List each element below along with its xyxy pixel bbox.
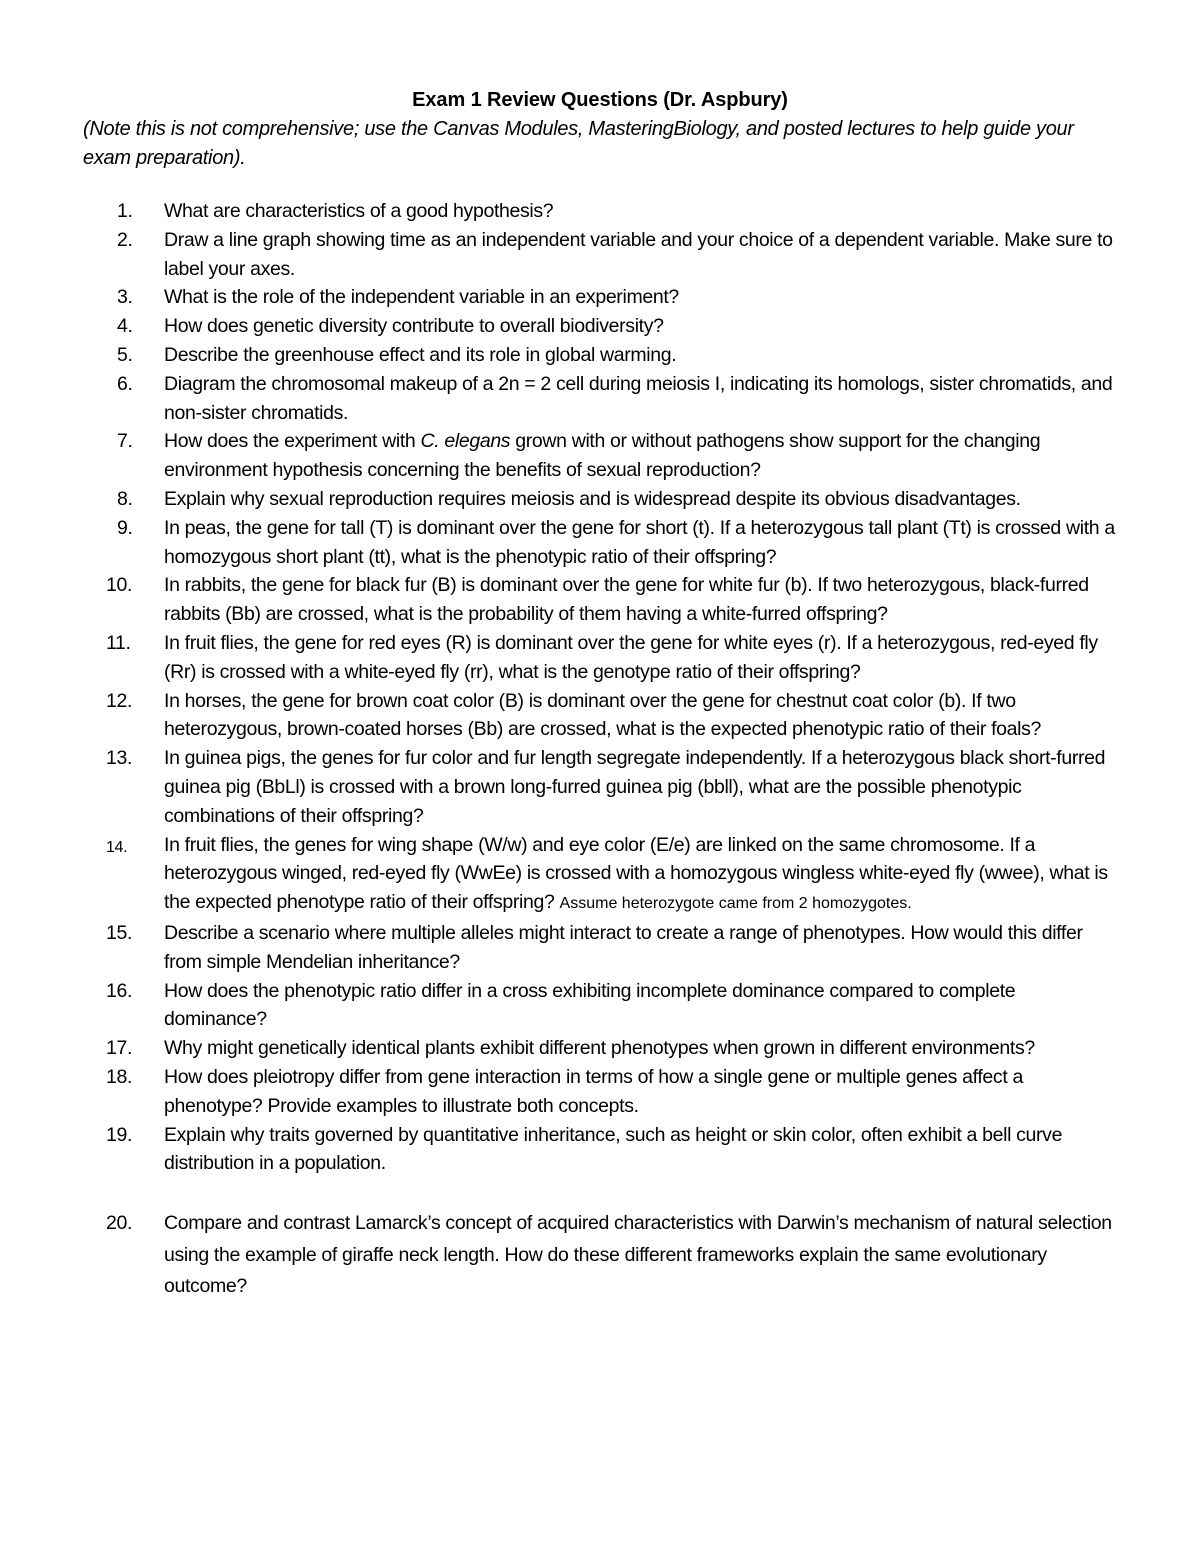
question-number: 11.	[106, 631, 131, 654]
question-number: 15.	[106, 921, 133, 944]
question-text: In peas, the gene for tall (T) is dominant over the gene for short (t). If a heterozygous tall plant (Tt) is crossed with a homozygous short plant (tt), what is the phenotypic ratio of their offspring?	[164, 516, 1115, 568]
question-text: Why might genetically identical plants exhibit different phenotypes when grown in different environments?	[164, 1037, 1035, 1060]
question-text: In rabbits, the gene for black fur (B) is dominant over the gene for white fur (b). If two heterozygous, black-furred rabbits (Bb) are crossed, what is the probability of them having a white-furred offspring?	[164, 574, 1089, 626]
question-item	[83, 977, 1123, 1035]
question-list	[83, 197, 1123, 1303]
question-item	[83, 571, 1123, 629]
question-text-before: How does the experiment with	[164, 430, 421, 453]
question-text: How does pleiotropy differ from gene interaction in terms of how a single gene or multiple genes affect a phenotype? Provide examples to illustrate both concepts.	[164, 1065, 1023, 1117]
question-item	[83, 919, 1123, 977]
question-text: What are characteristics of a good hypothesis?	[164, 200, 554, 222]
species-name: C. elegans	[420, 430, 511, 453]
question-item	[83, 514, 1123, 572]
question-item	[83, 1034, 1123, 1063]
question-number: 8.	[117, 487, 133, 510]
question-text-after: grown with or without pathogens show support for the changing environment hypothesis concerning the benefits of sexual reproduction?	[164, 430, 1041, 482]
question-text: Diagram the chromosomal makeup of a 2n = 2 cell during meiosis I, indicating its homologs, sister chromatids, and non-sister chromatids.	[164, 372, 1113, 424]
question-number: 7.	[117, 430, 133, 453]
question-number: 20.	[106, 1212, 133, 1235]
question-item	[83, 226, 1123, 284]
question-number: 14.	[106, 838, 128, 856]
question-number: 1.	[117, 200, 133, 222]
question-number: 12.	[106, 689, 133, 712]
question-text: Describe a scenario where multiple alleles might interact to create a range of phenotypes. How would this differ from simple Mendelian inheritance?	[164, 921, 1083, 973]
question-item	[83, 312, 1123, 341]
question-text: How does the phenotypic ratio differ in a cross exhibiting incomplete dominance compared to complete dominance?	[164, 979, 1016, 1031]
question-item	[83, 744, 1123, 830]
question-number: 16.	[106, 979, 133, 1002]
question-text: Draw a line graph showing time as an independent variable and your choice of a dependent variable. Make sure to label your axes.	[164, 228, 1113, 280]
question-item	[83, 341, 1123, 370]
question-item	[83, 370, 1123, 428]
question-item	[83, 1121, 1123, 1179]
question-number: 18.	[106, 1065, 133, 1088]
question-item	[83, 687, 1123, 745]
question-number: 19.	[106, 1123, 133, 1146]
question-item	[83, 197, 1123, 226]
question-text: In guinea pigs, the genes for fur color and fur length segregate independently. If a heterozygous black short-furred guinea pig (BbLl) is crossed with a brown long-furred guinea pig (bbll), what are the possible phenotypic combinations of their offspring?	[164, 747, 1106, 827]
question-text: In fruit flies, the genes for wing shape (W/w) and eye color (E/e) are linked on the same chromosome. If a heterozygous winged, red-eyed fly (WwEe) is crossed with a homozygous wingless white-eyed fly (wwee), what is the expected phenotype ratio of their offspring?	[164, 833, 1108, 914]
question-number: 4.	[117, 315, 133, 338]
question-text: In horses, the gene for brown coat color (B) is dominant over the gene for chestnut coat color (b). If two heterozygous, brown-coated horses (Bb) are crossed, what is the expected phenotypic ratio of their foals?	[164, 689, 1041, 741]
question-item	[83, 629, 1123, 687]
document-note: (Note this is not comprehensive; use the Canvas Modules, MasteringBiology, and posted lectures to help guide your exam preparation).	[83, 118, 1074, 169]
question-number: 2.	[117, 228, 133, 251]
question-number: 17.	[106, 1037, 133, 1060]
question-text: What is the role of the independent variable in an experiment?	[164, 286, 679, 309]
question-text: Explain why sexual reproduction requires meiosis and is widespread despite its obvious disadvantages.	[164, 487, 1021, 510]
question-number: 3.	[117, 286, 133, 309]
question-note: Assume heterozygote came from 2 homozygotes.	[559, 895, 912, 913]
question-item	[83, 283, 1123, 312]
question-number: 5.	[117, 343, 133, 366]
question-item	[83, 427, 1123, 485]
question-number: 9.	[117, 516, 133, 539]
question-item	[83, 1063, 1123, 1121]
question-text: Describe the greenhouse effect and its role in global warming.	[164, 343, 677, 366]
document-title: Exam 1 Review Questions (Dr. Aspbury)	[412, 89, 788, 111]
question-number: 10.	[106, 574, 133, 597]
question-item	[83, 831, 1123, 919]
question-number: 13.	[106, 747, 133, 770]
question-item	[83, 1208, 1123, 1303]
question-text: How does genetic diversity contribute to overall biodiversity?	[164, 315, 664, 338]
question-item	[83, 485, 1123, 514]
question-text: In fruit flies, the gene for red eyes (R) is dominant over the gene for white eyes (r). If a heterozygous, red-eyed fly (Rr) is crossed with a white-eyed fly (rr), what is the genotype ratio of their offspring?	[164, 631, 1098, 683]
question-number: 6.	[117, 372, 133, 395]
question-text: Explain why traits governed by quantitative inheritance, such as height or skin color, often exhibit a bell curve distribution in a population.	[164, 1123, 1063, 1175]
question-text: Compare and contrast Lamarck’s concept of acquired characteristics with Darwin’s mechanism of natural selection using the example of giraffe neck length. How do these different frameworks explain the same evolutionary outcome?	[164, 1212, 1112, 1298]
